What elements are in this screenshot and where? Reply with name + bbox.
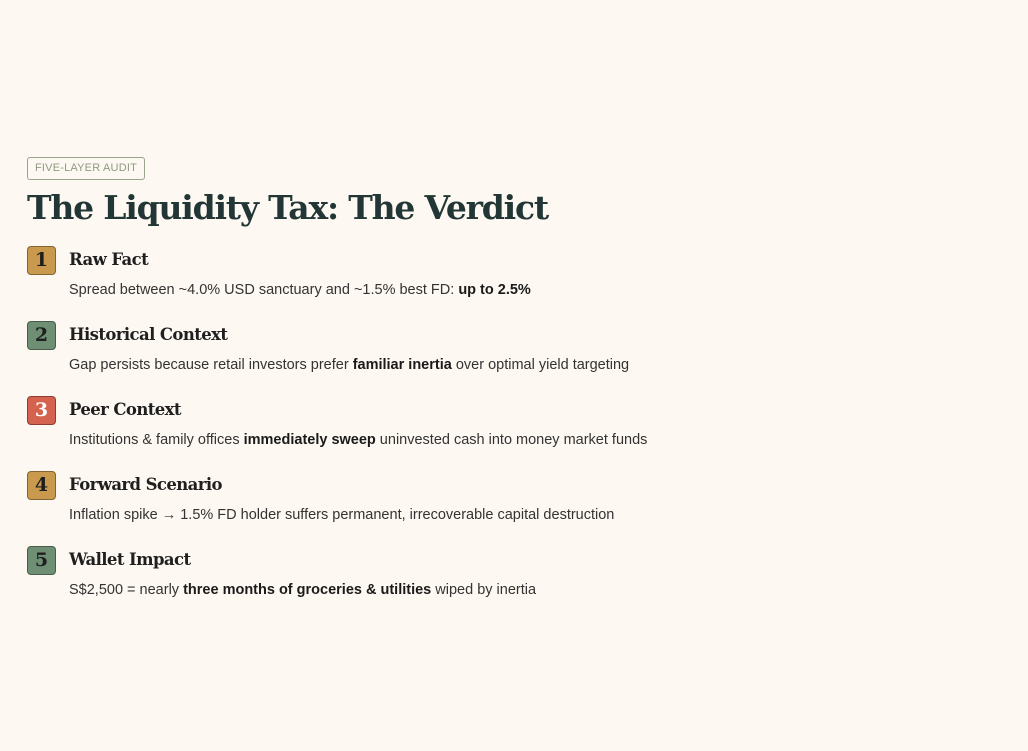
number-badge: 2 <box>27 321 56 350</box>
number-badge: 3 <box>27 396 56 425</box>
item-description <box>69 431 647 449</box>
verdict-slide <box>27 157 987 621</box>
description-text: S$2,500 = nearly <box>69 582 184 598</box>
item-heading: Wallet Impact <box>69 550 191 569</box>
item-description <box>69 281 531 299</box>
description-text: Gap persists because retail investors prefer <box>69 357 353 373</box>
description-emphasis: immediately sweep <box>243 432 376 448</box>
description-text: Institutions & family offices <box>69 432 244 448</box>
number-badge: 1 <box>27 246 56 275</box>
description-text: Spread between ~4.0% USD sanctuary and ~1.5% best FD: <box>69 282 459 298</box>
page-title: The Liquidity Tax: The Verdict <box>27 188 548 227</box>
list-item-raw-fact <box>27 246 987 321</box>
description-text-tail: uninvested cash into money market funds <box>375 432 648 448</box>
item-description <box>69 506 614 524</box>
list-item-forward-scenario <box>27 471 987 546</box>
description-text: Inflation spike → 1.5% FD holder suffers permanent, irrecoverable capital destruction <box>69 507 615 523</box>
description-text-tail: over optimal yield targeting <box>451 357 630 373</box>
audit-list <box>27 246 987 621</box>
description-text-tail: wiped by inertia <box>431 582 537 598</box>
number-badge: 5 <box>27 546 56 575</box>
section-tag: FIVE-LAYER AUDIT <box>27 157 145 180</box>
item-heading: Forward Scenario <box>69 475 222 494</box>
list-item-peer-context <box>27 396 987 471</box>
item-description <box>69 356 629 374</box>
item-heading: Peer Context <box>69 400 181 419</box>
list-item-wallet-impact <box>27 546 987 621</box>
description-emphasis: three months of groceries & utilities <box>183 582 432 598</box>
item-heading: Raw Fact <box>69 250 149 269</box>
item-heading: Historical Context <box>69 325 228 344</box>
list-item-historical-context <box>27 321 987 396</box>
number-badge: 4 <box>27 471 56 500</box>
description-emphasis: familiar inertia <box>352 357 452 373</box>
description-emphasis: up to 2.5% <box>458 282 531 298</box>
item-description <box>69 581 536 599</box>
